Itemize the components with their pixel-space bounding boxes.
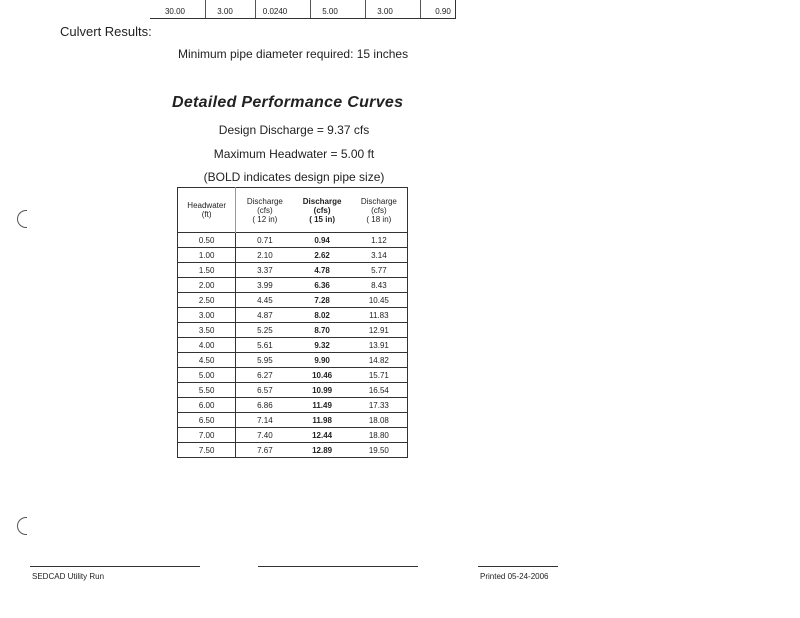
table-cell: 5.95 — [236, 353, 294, 368]
max-headwater-text: Maximum Headwater = 5.00 ft — [213, 147, 375, 161]
table-cell: 10.99 — [293, 383, 350, 398]
header-line: (cfs) — [371, 205, 387, 215]
table-cell: 12.91 — [351, 323, 408, 338]
table-cell: 0.90 — [435, 7, 451, 16]
header-line: Discharge — [360, 196, 397, 206]
header-headwater — [178, 188, 236, 233]
table-cell: 3.14 — [351, 248, 408, 263]
truncated-top-table — [150, 0, 456, 19]
table-cell: 0.50 — [178, 233, 236, 248]
table-row — [178, 413, 408, 428]
header-discharge-15 — [293, 188, 350, 233]
table-cell: 17.33 — [351, 398, 408, 413]
footer-divider — [30, 566, 200, 567]
table-cell: 8.43 — [351, 278, 408, 293]
table-row — [178, 338, 408, 353]
table-cell: 4.45 — [236, 293, 294, 308]
table-cell: 6.00 — [178, 398, 236, 413]
table-cell: 0.94 — [293, 233, 350, 248]
table-row — [178, 293, 408, 308]
table-cell: 30.00 — [164, 7, 186, 16]
table-cell: 11.49 — [293, 398, 350, 413]
punch-hole-mark — [17, 517, 27, 535]
table-cell: 5.61 — [236, 338, 294, 353]
header-line: (cfs) — [257, 205, 273, 215]
table-row — [178, 233, 408, 248]
header-line: (ft) — [201, 210, 212, 219]
table-cell: 1.00 — [178, 248, 236, 263]
table-cell: 12.44 — [293, 428, 350, 443]
table-cell: 2.62 — [293, 248, 350, 263]
footer-program-name: SEDCAD Utility Run — [32, 572, 105, 581]
table-row — [178, 263, 408, 278]
table-cell: 3.50 — [178, 323, 236, 338]
table-cell: 2.50 — [178, 293, 236, 308]
table-cell: 12.89 — [293, 443, 350, 458]
table-cell: 4.78 — [293, 263, 350, 278]
table-row — [178, 368, 408, 383]
table-cell: 7.14 — [236, 413, 294, 428]
header-discharge-18 — [351, 188, 408, 233]
table-cell: 19.50 — [351, 443, 408, 458]
header-line: Headwater — [187, 201, 226, 210]
table-cell: 6.57 — [236, 383, 294, 398]
table-cell: 6.36 — [293, 278, 350, 293]
table-cell: 7.28 — [293, 293, 350, 308]
table-cell: 4.00 — [178, 338, 236, 353]
table-row — [178, 248, 408, 263]
table-cell: 16.54 — [351, 383, 408, 398]
table-cell: 0.0240 — [262, 7, 288, 16]
header-line: ( 18 in) — [366, 214, 392, 224]
table-cell: 8.02 — [293, 308, 350, 323]
section-title: Detailed Performance Curves — [172, 94, 404, 111]
header-line: Discharge — [246, 196, 283, 206]
table-cell: 6.86 — [236, 398, 294, 413]
table-cell: 18.80 — [351, 428, 408, 443]
culvert-results-label: Culvert Results: — [60, 24, 152, 39]
table-cell: 3.00 — [178, 308, 236, 323]
table-cell: 11.98 — [293, 413, 350, 428]
table-cell: 2.10 — [236, 248, 294, 263]
performance-table — [177, 187, 408, 458]
table-cell: 0.71 — [236, 233, 294, 248]
table-cell: 3.00 — [377, 7, 393, 16]
design-discharge-text: Design Discharge = 9.37 cfs — [218, 123, 370, 137]
table-cell: 7.50 — [178, 443, 236, 458]
table-cell: 4.50 — [178, 353, 236, 368]
table-cell: 5.00 — [178, 368, 236, 383]
header-line: ( 15 in) — [309, 214, 335, 224]
table-cell: 1.12 — [351, 233, 408, 248]
table-cell: 4.87 — [236, 308, 294, 323]
table-cell: 13.91 — [351, 338, 408, 353]
table-cell: 3.99 — [236, 278, 294, 293]
table-cell: 5.00 — [322, 7, 338, 16]
table-cell: 14.82 — [351, 353, 408, 368]
table-header-row — [178, 188, 408, 233]
header-line: (cfs) — [313, 205, 331, 215]
table-row — [178, 353, 408, 368]
table-cell: 3.37 — [236, 263, 294, 278]
table-cell: 10.45 — [351, 293, 408, 308]
table-cell: 11.83 — [351, 308, 408, 323]
table-row — [178, 428, 408, 443]
table-cell: 6.50 — [178, 413, 236, 428]
table-cell: 18.08 — [351, 413, 408, 428]
table-cell: 8.70 — [293, 323, 350, 338]
table-cell: 9.90 — [293, 353, 350, 368]
table-cell: 7.67 — [236, 443, 294, 458]
table-row — [178, 323, 408, 338]
table-cell: 6.27 — [236, 368, 294, 383]
table-cell: 10.46 — [293, 368, 350, 383]
punch-hole-mark — [17, 210, 27, 228]
table-row — [178, 383, 408, 398]
table-cell: 1.50 — [178, 263, 236, 278]
footer-print-date: Printed 05-24-2006 — [480, 572, 549, 581]
table-cell: 5.77 — [351, 263, 408, 278]
table-row — [178, 308, 408, 323]
table-cell: 3.00 — [217, 7, 233, 16]
header-line: ( 12 in) — [252, 214, 278, 224]
footer-divider — [478, 566, 558, 567]
header-line: Discharge — [302, 196, 342, 206]
table-cell: 5.50 — [178, 383, 236, 398]
table-cell: 7.00 — [178, 428, 236, 443]
bold-note-text: (BOLD indicates design pipe size) — [203, 170, 385, 184]
table-cell: 2.00 — [178, 278, 236, 293]
footer-divider — [258, 566, 418, 567]
min-pipe-diameter-text: Minimum pipe diameter required: 15 inches — [178, 47, 409, 61]
table-row — [178, 398, 408, 413]
table-cell: 7.40 — [236, 428, 294, 443]
table-cell: 15.71 — [351, 368, 408, 383]
table-row — [178, 278, 408, 293]
header-discharge-12 — [236, 188, 294, 233]
table-row — [178, 443, 408, 458]
table-cell: 5.25 — [236, 323, 294, 338]
table-cell: 9.32 — [293, 338, 350, 353]
